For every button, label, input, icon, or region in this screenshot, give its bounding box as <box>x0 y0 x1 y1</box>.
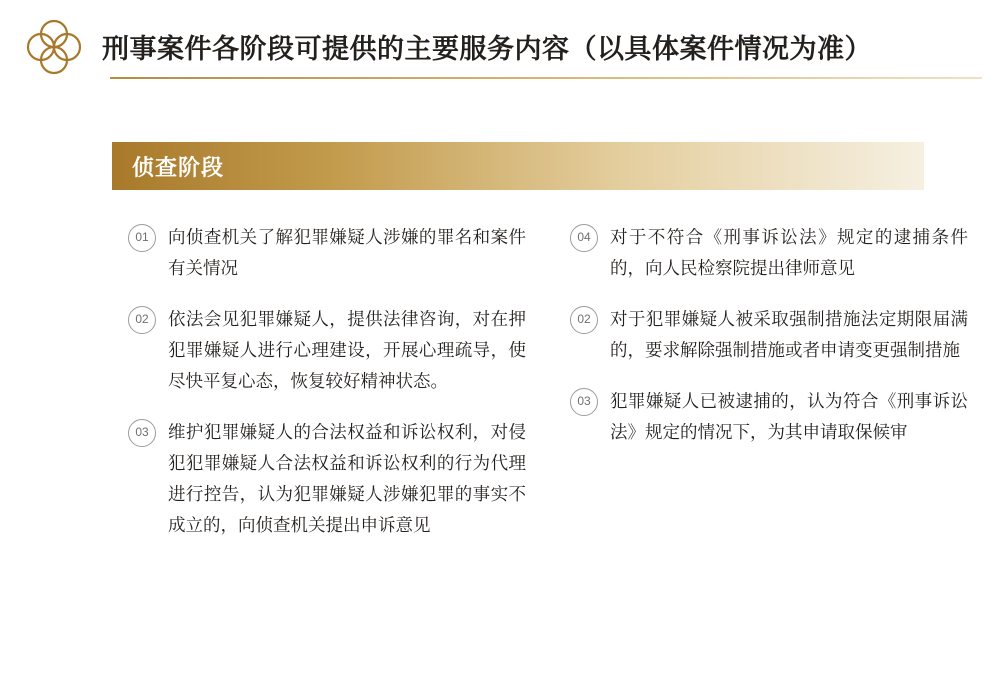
section-title: 侦查阶段 <box>132 154 225 180</box>
item-number-badge: 03 <box>128 419 156 447</box>
item-text: 对于犯罪嫌疑人被采取强制措施法定期限届满的，要求解除强制措施或者申请变更强制措施 <box>610 309 968 360</box>
item-text: 依法会见犯罪嫌疑人，提供法律咨询，对在押犯罪嫌疑人进行心理建设，开展心理疏导，使尽快平复心态，恢复较好精神状态。 <box>168 309 526 391</box>
item-text: 对于不符合《刑事诉讼法》规定的逮捕条件的，向人民检察院提出律师意见 <box>610 227 968 278</box>
item-number-badge: 02 <box>570 306 598 334</box>
item-text: 向侦查机关了解犯罪嫌疑人涉嫌的罪名和案件有关情况 <box>168 227 526 278</box>
list-item <box>570 386 968 448</box>
item-number-badge: 03 <box>570 388 598 416</box>
page-header <box>0 0 1000 92</box>
interlocking-circles-logo-icon <box>22 15 86 79</box>
list-item <box>570 222 968 284</box>
list-item <box>128 417 526 541</box>
item-number-badge: 02 <box>128 306 156 334</box>
list-item <box>128 222 526 284</box>
page-title: 刑事案件各阶段可提供的主要服务内容（以具体案件情况为准） <box>102 33 872 64</box>
column-left <box>128 222 526 541</box>
section-banner <box>112 142 924 190</box>
column-right <box>570 222 968 541</box>
list-item <box>570 304 968 366</box>
item-text: 维护犯罪嫌疑人的合法权益和诉讼权利，对侵犯犯罪嫌疑人合法权益和诉讼权利的行为代理进行控告，认为犯罪嫌疑人涉嫌犯罪的事实不成立的，向侦查机关提出申诉意见 <box>168 422 526 535</box>
item-number-badge: 01 <box>128 224 156 252</box>
content-columns <box>128 222 968 541</box>
list-item <box>128 304 526 397</box>
item-number-badge: 04 <box>570 224 598 252</box>
header-divider <box>110 77 982 79</box>
item-text: 犯罪嫌疑人已被逮捕的，认为符合《刑事诉讼法》规定的情况下，为其申请取保候审 <box>610 391 968 442</box>
